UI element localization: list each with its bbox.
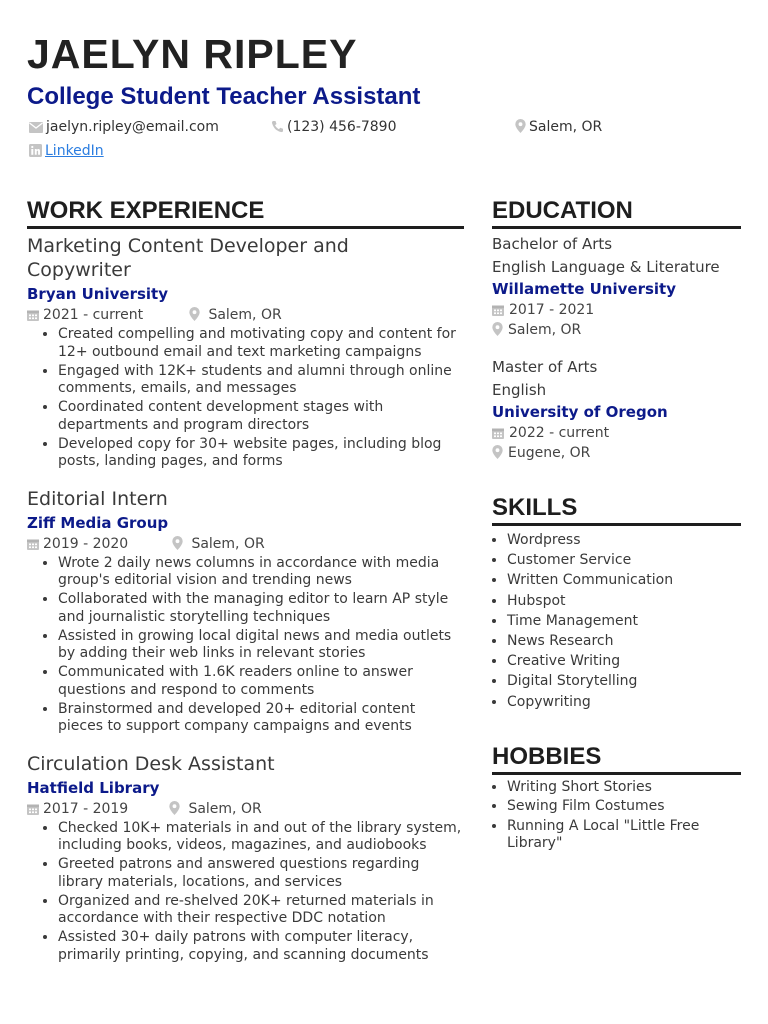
employer-name: Bryan University (27, 285, 168, 303)
list-item: • Engaged with 12K+ students and alumni through online comments, emails, and messages (58, 363, 464, 398)
field-of-study: English Language & Literature (492, 258, 720, 276)
job-title-headline: College Student Teacher Assistant (27, 83, 421, 110)
job-bullets (27, 326, 464, 471)
job-location (169, 800, 262, 818)
employer-name: Ziff Media Group (27, 513, 169, 532)
job-title: Circulation Desk Assistant (27, 752, 275, 775)
education-location: Eugene, OR (508, 445, 591, 461)
map-pin-icon (169, 801, 184, 817)
list-item: • Collaborated with the managing editor to learn AP style and journalistic storytelling techniques (58, 591, 464, 626)
phone-text: (123) 456-7890 (287, 119, 397, 135)
job-location (189, 306, 282, 324)
job-meta (27, 306, 464, 326)
job-title-line: Marketing Content Developer and (27, 235, 349, 257)
education-location-row (492, 320, 741, 340)
job-title (27, 234, 464, 282)
list-item: • Running A Local "Little Free Library" (507, 818, 741, 853)
list-item: • Created compelling and motivating copy and content for 12+ outbound email and text marketing campaigns (58, 326, 464, 361)
envelope-icon (29, 119, 46, 135)
list-item: • Time Management (507, 611, 741, 631)
job-meta (27, 535, 464, 555)
field-of-study: English (492, 381, 547, 399)
calendar-icon (27, 801, 43, 817)
list-item: • Wordpress (507, 530, 741, 550)
list-item: • Copywriting (507, 692, 741, 712)
job-title: Editorial Intern (27, 487, 168, 510)
list-item: • Digital Storytelling (507, 671, 741, 691)
email-text: jaelyn.ripley@email.com (46, 119, 219, 135)
candidate-name: JAELYN RIPLEY (27, 31, 358, 77)
linkedin-icon (29, 143, 45, 159)
list-item: • Assisted 30+ daily patrons with computer literacy, primarily printing, copying, and scanning documents (58, 929, 464, 964)
job-location (172, 535, 265, 553)
hobbies-section (492, 742, 741, 853)
calendar-icon (27, 536, 43, 552)
map-pin-icon (189, 307, 204, 323)
degree: Bachelor of Arts (492, 235, 613, 253)
hobbies-list (492, 779, 741, 853)
work-experience-heading: WORK EXPERIENCE (27, 196, 464, 229)
map-pin-icon (515, 119, 529, 135)
education-heading: EDUCATION (492, 196, 741, 229)
map-pin-icon (492, 445, 508, 461)
linkedin-link[interactable]: LinkedIn (45, 143, 104, 159)
job-entry (27, 752, 464, 965)
list-item: • Developed copy for 30+ website pages, including blog posts, landing pages, and forms (58, 436, 464, 471)
education-location-row (492, 443, 741, 463)
list-item: • Checked 10K+ materials in and out of the library system, including books, videos, magazines, and audiobooks (58, 820, 464, 855)
job-title-line: Copywriter (27, 259, 131, 281)
location-contact (515, 118, 602, 136)
map-pin-icon (492, 322, 508, 338)
right-column (492, 196, 741, 855)
work-experience-section (27, 196, 464, 966)
list-item: • Written Communication (507, 570, 741, 590)
list-item: • Wrote 2 daily news columns in accordance with media group's editorial vision and trending news (58, 555, 464, 590)
list-item: • Organized and re-shelved 20K+ returned materials in accordance with their respective DDC notation (58, 893, 464, 928)
education-dates-row (492, 300, 741, 320)
skills-list (492, 530, 741, 712)
location-text: Salem, OR (529, 119, 603, 135)
phone-icon (271, 119, 287, 135)
job-dates: 2021 - current (43, 307, 144, 323)
education-section (492, 196, 741, 463)
education-dates-row (492, 423, 741, 443)
calendar-icon (492, 302, 509, 318)
skills-section (492, 493, 741, 712)
job-dates: 2017 - 2019 (43, 800, 129, 817)
education-dates: 2022 - current (509, 425, 610, 441)
list-item: • Customer Service (507, 550, 741, 570)
list-item: • News Research (507, 631, 741, 651)
calendar-icon (492, 425, 509, 441)
education-entry (492, 233, 741, 340)
phone-contact (271, 118, 397, 136)
hobbies-heading: HOBBIES (492, 742, 741, 775)
list-item: • Sewing Film Costumes (507, 798, 741, 816)
job-location-text: Salem, OR (191, 535, 265, 552)
job-dates: 2019 - 2020 (43, 535, 129, 552)
linkedin-contact (29, 142, 104, 160)
list-item: • Assisted in growing local digital news and media outlets by adding their web links in relevant stories (58, 628, 464, 663)
job-entry (27, 234, 464, 471)
email-contact (29, 118, 219, 136)
job-entry (27, 487, 464, 736)
list-item: • Communicated with 1.6K readers online to answer questions and respond to comments (58, 664, 464, 699)
map-pin-icon (172, 536, 187, 552)
job-bullets (27, 555, 464, 736)
calendar-icon (27, 307, 43, 323)
school-name: University of Oregon (492, 403, 668, 421)
list-item: • Greeted patrons and answered questions regarding library materials, locations, and services (58, 856, 464, 891)
employer-name: Hatfield Library (27, 778, 160, 797)
school-name: Willamette University (492, 280, 676, 298)
education-dates: 2017 - 2021 (509, 302, 595, 318)
education-entry (492, 356, 741, 463)
job-location-text: Salem, OR (208, 307, 282, 323)
job-meta (27, 800, 464, 820)
list-item: • Writing Short Stories (507, 779, 741, 797)
list-item: • Coordinated content development stages with departments and program directors (58, 399, 464, 434)
job-location-text: Salem, OR (188, 800, 262, 817)
list-item: • Brainstormed and developed 20+ editorial content pieces to support company campaigns and events (58, 701, 464, 736)
education-location: Salem, OR (508, 322, 582, 338)
skills-heading: SKILLS (492, 493, 741, 526)
list-item: • Hubspot (507, 591, 741, 611)
list-item: • Creative Writing (507, 651, 741, 671)
degree: Master of Arts (492, 358, 598, 376)
job-bullets (27, 820, 464, 965)
